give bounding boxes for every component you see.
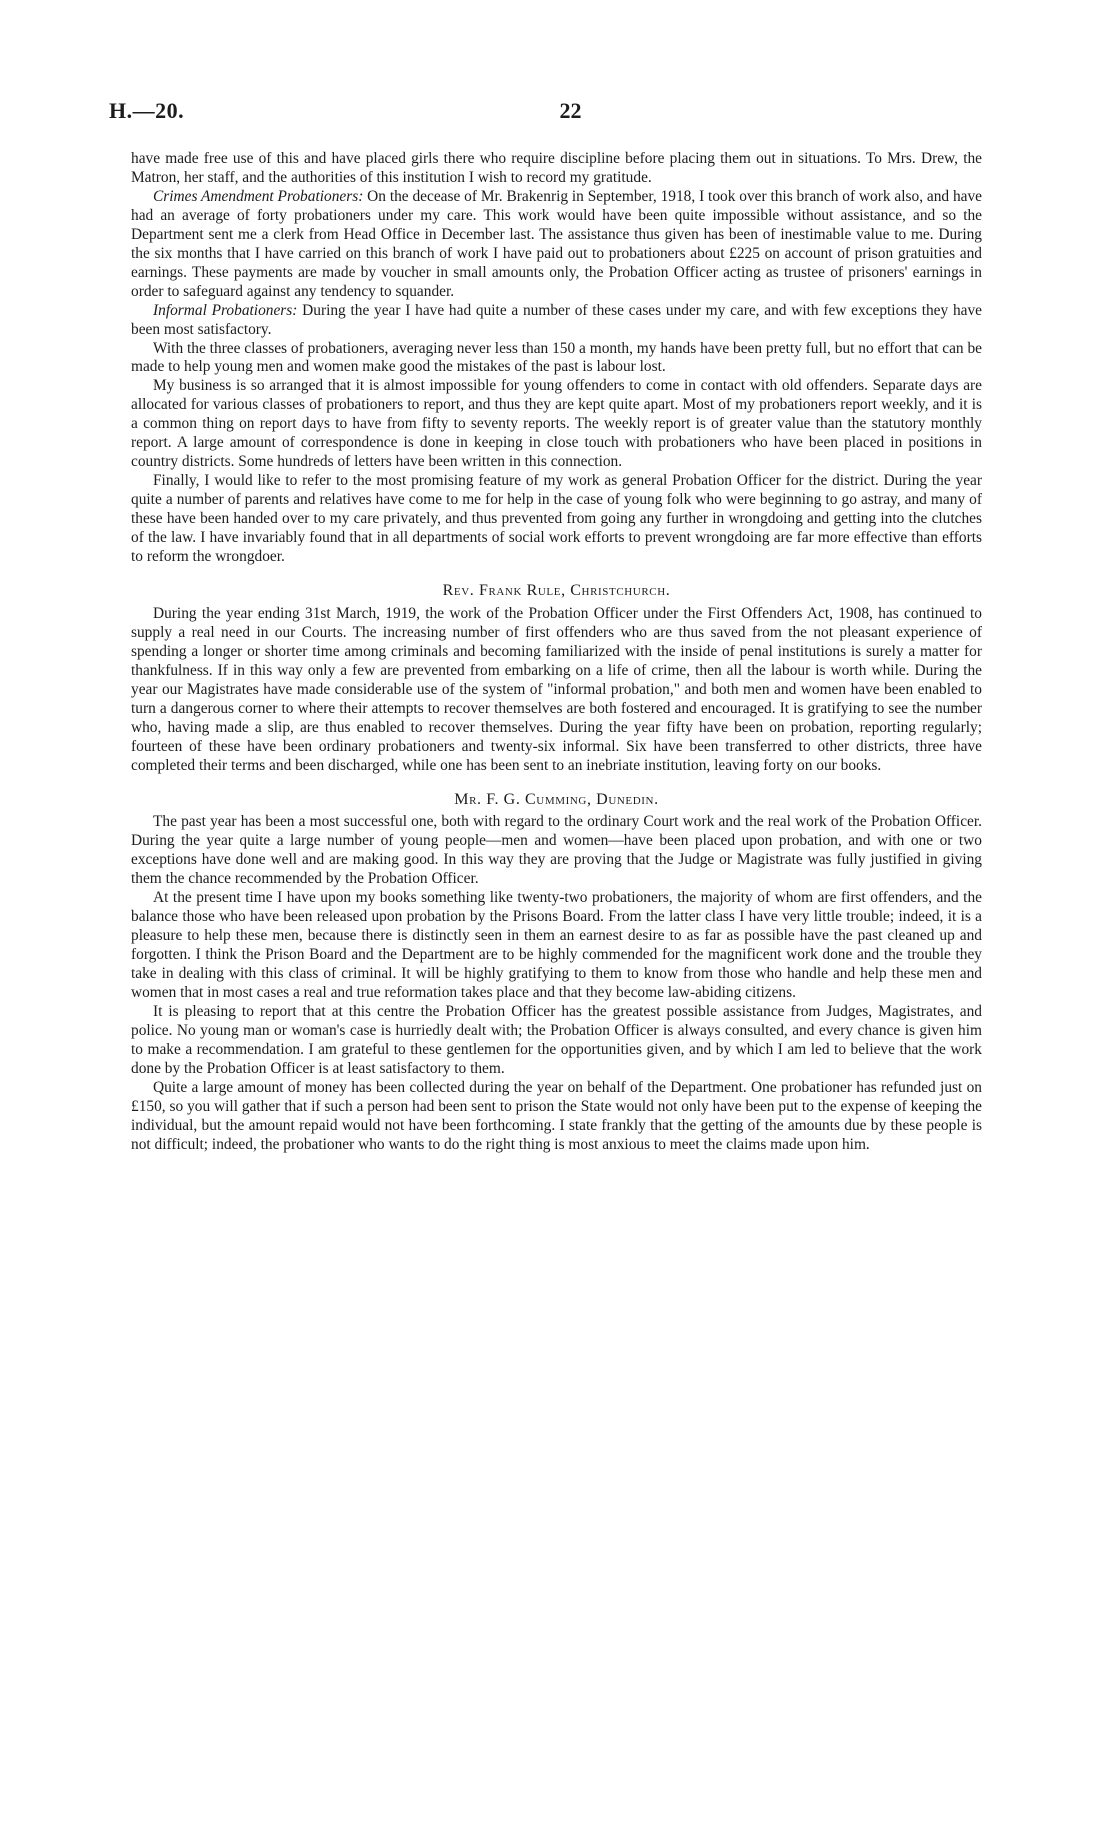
paragraph: The past year has been a most successful one, both with regard to the ordinary Court work and the real work of the Probation Officer. During the year quite a large number of young people—men and women—have been placed upon probation, and with one or two exceptions have done well and are making good. In this way they are proving that the Judge or Magistrate was fully justified in giving them the chance recommended by the Probation Officer. xyxy=(131,813,982,888)
paragraph-text: During the year I have had quite a number of these cases under my care, and with few exceptions they have been most satisfactory. xyxy=(131,301,983,338)
body-text xyxy=(131,150,982,1155)
page-header xyxy=(109,98,1032,128)
paragraph: With the three classes of probationers, averaging never less than 150 a month, my hands have been pretty full, but no effort that can be made to help young men and women make good the mistakes of the past is labour lost. xyxy=(131,339,982,376)
paragraph-text: On the decease of Mr. Brakenrig in September, 1918, I took over this branch of work also, and have had an average of forty probationers under my care. This work would have been quite impossible without assistance, and so the Department sent me a clerk from Head Office in December last. The assistance thus given has been of inestimable value to me. During the six months that I have carried on this branch of work I have paid out to probationers about £225 on account of prison gratuities and earnings. These payments are made by voucher in small amounts only, the Probation Officer acting as trustee of prisoners' earnings in order to safeguard against any tendency to squander. xyxy=(131,187,983,300)
paragraph-lead: Crimes Amendment Probationers: xyxy=(153,187,364,205)
paragraph: My business is so arranged that it is almost impossible for young offenders to come in contact with old offenders. Separate days are allocated for various classes of probationers to report, and thus they are kept quite apart. Most of my probationers report weekly, and it is a common thing on report days to have from fifty to seventy reports. The weekly report is of greater value than the statutory monthly report. A large amount of correspondence is done in keeping in close touch with probationers who have been placed in positions in country districts. Some hundreds of letters have been written in this connection. xyxy=(131,377,982,471)
paragraph: have made free use of this and have placed girls there who require discipline before placing them out in situations. To Mrs. Drew, the Matron, her staff, and the authorities of this institution I wish to record my gratitude. xyxy=(131,150,982,186)
paragraph: At the present time I have upon my books something like twenty-two probationers, the majority of whom are first offenders, and the balance those who have been released upon probation by the Prisons Board. From the latter class I have very little trouble; indeed, it is a pleasure to help these men, because there is distinctly seen in them an earnest desire to as far as possible have the past cleaned up and forgotten. I think the Prison Board and the Department are to be highly commended for the magnificent work done and the trouble they take in dealing with this class of criminal. It will be highly gratifying to them to know from those who handle and help these men and women that in most cases a real and true reformation takes place and that they become law-abiding citizens. xyxy=(131,889,982,1002)
paragraph: Finally, I would like to refer to the most promising feature of my work as general Probation Officer for the district. During the year quite a number of parents and relatives have come to me for help in the case of young folk who were beginning to go astray, and many of these have been handed over to my care privately, and thus prevented from going any further in wrongdoing and getting into the clutches of the law. I have invariably found that in all departments of social work efforts to prevent wrongdoing are far more effective than efforts to reform the wrongdoer. xyxy=(131,472,982,566)
paragraph xyxy=(131,188,982,302)
paragraph-lead: Informal Probationers: xyxy=(153,301,298,319)
page-number: 22 xyxy=(559,98,582,123)
paragraph: During the year ending 31st March, 1919, the work of the Probation Officer under the First Offenders Act, 1908, has continued to supply a real need in our Courts. The increasing number of first offenders who are thus saved from the not pleasant experience of spending a longer or shorter time among criminals and becoming familiarized with the inside of penal institutions is surely a matter for thankfulness. If in this way only a few are prevented from embarking on a life of crime, then all the labour is worth while. During the year our Magistrates have made considerable use of the system of "informal probation," and both men and women have been enabled to turn a dangerous corner to where their attempts to recover themselves are both fostered and encouraged. It is gratifying to see the number who, having made a slip, are thus enabled to recover themselves. During the year fifty have been on probation, reporting regularly; fourteen of these have been ordinary probationers and twenty-six informal. Six have been transferred to other districts, three have completed their terms and been discharged, while one has been sent to an inebriate institution, leaving forty on our books. xyxy=(131,604,982,774)
section-heading-dunedin: Mr. F. G. Cumming, Dunedin. xyxy=(454,790,659,808)
paragraph xyxy=(131,302,982,340)
document-reference: H.—20. xyxy=(109,98,185,123)
paragraph: Quite a large amount of money has been collected during the year on behalf of the Department. One probationer has refunded just on £150, so you will gather that if such a person had been sent to prison the State would not only have been put to the expense of keeping the individual, but the amount repaid would not have been forthcoming. I state frankly that the getting of the amounts due by these people is not difficult; indeed, the probationer who wants to do the right thing is most anxious to meet the claims made upon him. xyxy=(131,1078,982,1153)
section-heading-christchurch: Rev. Frank Rule, Christchurch. xyxy=(442,581,671,599)
paragraph: It is pleasing to report that at this centre the Probation Officer has the greatest possible assistance from Judges, Magistrates, and police. No young man or woman's case is hurriedly dealt with; the Probation Officer is always consulted, and every chance is given him to make a recommendation. I am grateful to these gentlemen for the opportunities given, and by which I am led to believe that the work done by the Probation Officer is at least satisfactory to them. xyxy=(131,1002,982,1077)
